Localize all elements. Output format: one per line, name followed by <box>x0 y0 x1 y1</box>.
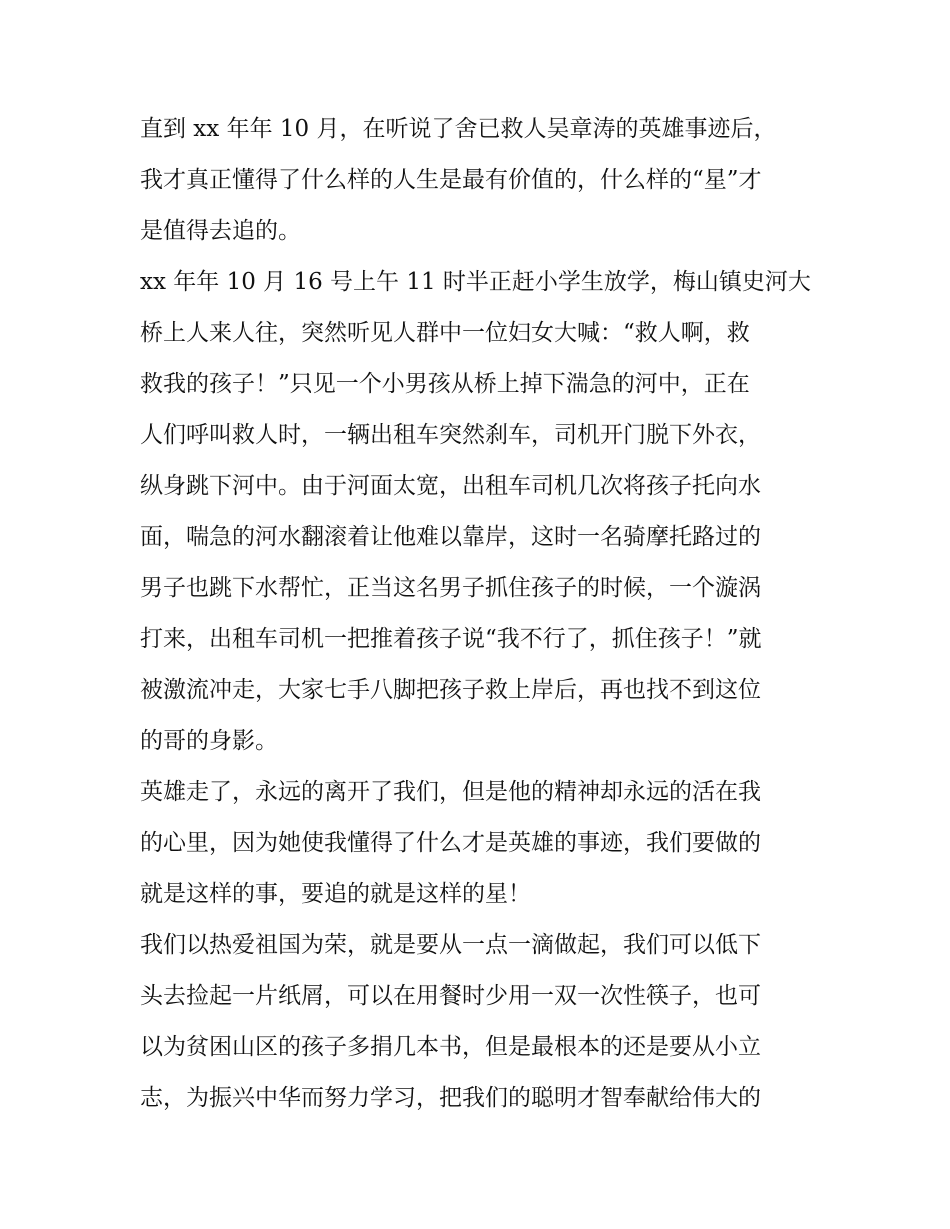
text-line: 直到 xx 年年 10 月，在听说了舍已救人吴章涛的英雄事迹后， <box>140 116 777 142</box>
text-line: 的哥的身影。 <box>140 728 278 754</box>
text-line: 打来，出租车司机一把推着孩子说“我不行了，抓住孩子！”就 <box>140 626 762 652</box>
text-line: 救我的孩子！”只见一个小男孩从桥上掉下湍急的河中，正在 <box>140 371 750 397</box>
text-line: 被激流冲走，大家七手八脚把孩子救上岸后，再也找不到这位 <box>140 677 761 703</box>
text-line: xx 年年 10 月 16 号上午 11 时半正赶小学生放学，梅山镇史河大 <box>140 269 811 295</box>
document-body <box>140 104 812 1124</box>
text-line: 桥上人来人往，突然听见人群中一位妇女大喊：“救人啊，救 <box>140 320 750 346</box>
text-line: 的心里，因为她使我懂得了什么才是英雄的事迹，我们要做的 <box>140 830 761 856</box>
paragraph <box>140 920 812 1124</box>
text-line: 头去捡起一片纸屑，可以在用餐时少用一双一次性筷子，也可 <box>140 983 761 1009</box>
text-line: 男子也跳下水帮忙，正当这名男子抓住孩子的时候，一个漩涡 <box>140 575 761 601</box>
text-line: 以为贫困山区的孩子多捐几本书，但是最根本的还是要从小立 <box>140 1034 761 1060</box>
text-line: 是值得去追的。 <box>140 218 301 244</box>
text-line: 就是这样的事，要追的就是这样的星！ <box>140 881 531 907</box>
text-line: 人们呼叫救人时，一辆出租车突然刹车，司机开门脱下外衣， <box>140 422 761 448</box>
text-line: 我才真正懂得了什么样的人生是最有价值的，什么样的“星”才 <box>140 167 762 193</box>
paragraph <box>140 257 812 767</box>
paragraph <box>140 767 812 920</box>
text-line: 英雄走了，永远的离开了我们，但是他的精神却永远的活在我 <box>140 779 761 805</box>
text-line: 纵身跳下河中。由于河面太宽，出租车司机几次将孩子托向水 <box>140 473 761 499</box>
text-line: 我们以热爱祖国为荣，就是要从一点一滴做起，我们可以低下 <box>140 932 761 958</box>
paragraph <box>140 104 812 257</box>
text-line: 面，喘急的河水翻滚着让他难以靠岸，这时一名骑摩托路过的 <box>140 524 761 550</box>
text-line: 志，为振兴中华而努力学习，把我们的聪明才智奉献给伟大的 <box>140 1085 761 1111</box>
